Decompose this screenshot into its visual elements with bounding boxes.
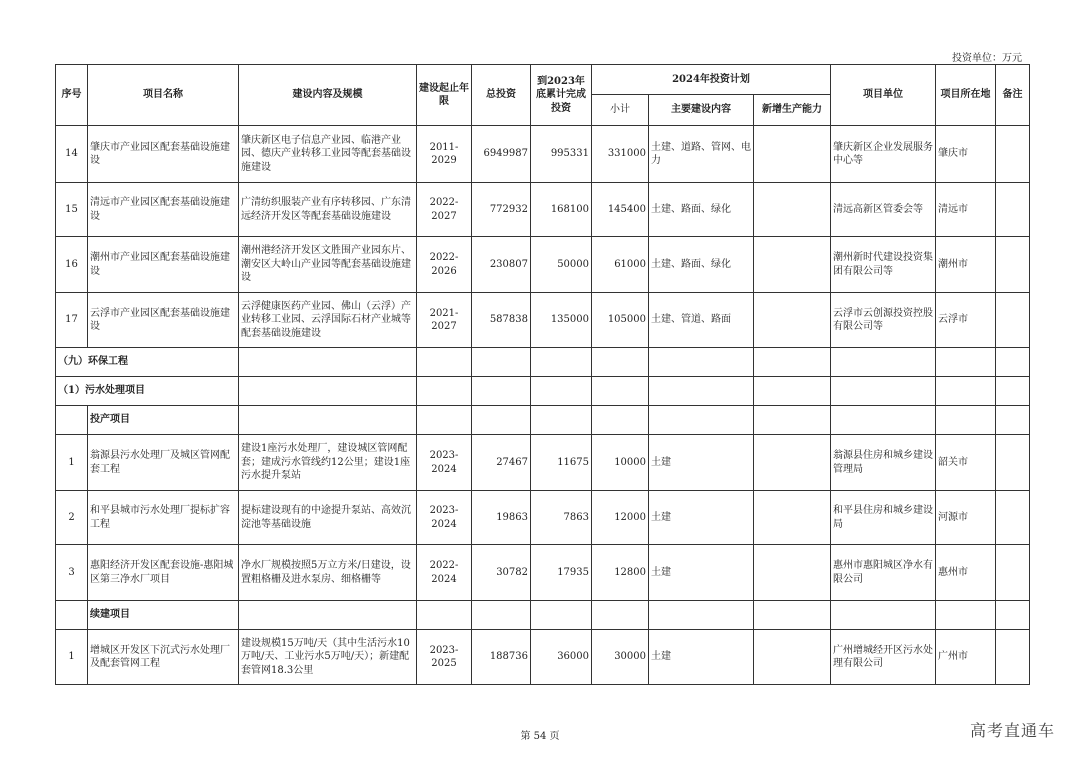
table-row bbox=[56, 293, 1030, 348]
cell-seq: 17 bbox=[56, 293, 88, 348]
cell-capacity bbox=[754, 126, 831, 183]
cell-completed: 135000 bbox=[531, 293, 592, 348]
cell-subtotal: 10000 bbox=[592, 435, 649, 491]
cell-unit: 翁源县住房和城乡建设管理局 bbox=[831, 435, 936, 491]
cell-subtotal: 61000 bbox=[592, 237, 649, 293]
cell-location: 云浮市 bbox=[936, 293, 996, 348]
cell-main: 土建 bbox=[649, 435, 754, 491]
park-rows bbox=[56, 126, 1030, 685]
cell-remark bbox=[996, 183, 1030, 237]
cell-seq: 16 bbox=[56, 237, 88, 293]
cell-total: 772932 bbox=[472, 183, 531, 237]
cell-completed: 50000 bbox=[531, 237, 592, 293]
cell-main: 土建、道路、管网、电力 bbox=[649, 126, 754, 183]
cell-content: 建设规模15万吨/天（其中生活污水10万吨/天、工业污水5万吨/天）；新建配套管网18.3公里 bbox=[239, 630, 417, 685]
page-number: 第 54 页 bbox=[520, 731, 560, 742]
cell-unit: 云浮市云创源投资控股有限公司等 bbox=[831, 293, 936, 348]
investment-plan-table bbox=[55, 64, 1030, 685]
cell-completed: 11675 bbox=[531, 435, 592, 491]
investment-unit-label: 投资单位：万元 bbox=[952, 53, 1022, 64]
table-row bbox=[56, 126, 1030, 183]
cell-capacity bbox=[754, 630, 831, 685]
table-row bbox=[56, 237, 1030, 293]
header-plan-2024: 2024年投资计划 bbox=[592, 65, 831, 95]
cell-subtotal: 105000 bbox=[592, 293, 649, 348]
header-unit: 项目单位 bbox=[831, 65, 936, 126]
cell-total: 230807 bbox=[472, 237, 531, 293]
cell-location: 惠州市 bbox=[936, 545, 996, 601]
table-header bbox=[56, 65, 1030, 126]
cell-location: 肇庆市 bbox=[936, 126, 996, 183]
cell-content: 提标建设现有的中途提升泵站、高效沉淀池等基础设施 bbox=[239, 491, 417, 545]
cell-total: 587838 bbox=[472, 293, 531, 348]
watermark-text: 高考直通车 bbox=[969, 721, 1055, 740]
header-seq: 序号 bbox=[56, 65, 88, 126]
cell-period: 2011-2029 bbox=[417, 126, 472, 183]
table-row bbox=[56, 630, 1030, 685]
cell-remark bbox=[996, 293, 1030, 348]
cell-subtotal: 30000 bbox=[592, 630, 649, 685]
cell-main: 土建 bbox=[649, 491, 754, 545]
cell-main: 土建 bbox=[649, 545, 754, 601]
header-period: 建设起止年限 bbox=[417, 65, 472, 126]
cell-remark bbox=[996, 630, 1030, 685]
cell-unit: 肇庆新区企业发展服务中心等 bbox=[831, 126, 936, 183]
section-row bbox=[56, 377, 1030, 406]
section-row bbox=[56, 601, 1030, 630]
section-env-heading: （九）环保工程 bbox=[56, 348, 239, 377]
cell-capacity bbox=[754, 545, 831, 601]
cell-content: 建设1座污水处理厂，建设城区管网配套；建成污水管线约12公里；建设1座污水提升泵站 bbox=[239, 435, 417, 491]
cell-subtotal: 331000 bbox=[592, 126, 649, 183]
cell-unit: 潮州新时代建设投资集团有限公司等 bbox=[831, 237, 936, 293]
cell-remark bbox=[996, 126, 1030, 183]
cell-total: 30782 bbox=[472, 545, 531, 601]
cell-content: 肇庆新区电子信息产业园、临港产业园、德庆产业转移工业园等配套基础设施建设 bbox=[239, 126, 417, 183]
cell-seq: 14 bbox=[56, 126, 88, 183]
cell-total: 27467 bbox=[472, 435, 531, 491]
cell-period: 2022-2026 bbox=[417, 237, 472, 293]
cell-location: 潮州市 bbox=[936, 237, 996, 293]
cell-main: 土建、路面、绿化 bbox=[649, 183, 754, 237]
cell-unit: 和平县住房和城乡建设局 bbox=[831, 491, 936, 545]
cell-content: 潮州港经济开发区文胜围产业园东片、潮安区大岭山产业园等配套基础设施建设 bbox=[239, 237, 417, 293]
cell-period: 2021-2027 bbox=[417, 293, 472, 348]
cell-name: 翁源县污水处理厂及城区管网配套工程 bbox=[88, 435, 239, 491]
header-content: 建设内容及规模 bbox=[239, 65, 417, 126]
cell-period: 2022-2024 bbox=[417, 545, 472, 601]
cell-period: 2023-2024 bbox=[417, 435, 472, 491]
header-location: 项目所在地 bbox=[936, 65, 996, 126]
header-subtotal: 小计 bbox=[592, 95, 649, 126]
cell-completed: 995331 bbox=[531, 126, 592, 183]
cell-location: 广州市 bbox=[936, 630, 996, 685]
cell-main: 土建、路面、绿化 bbox=[649, 237, 754, 293]
cell-capacity bbox=[754, 237, 831, 293]
cell-name: 增城区开发区下沉式污水处理厂及配套管网工程 bbox=[88, 630, 239, 685]
section-production-heading: 投产项目 bbox=[88, 406, 239, 435]
cell-content: 广清纺织服装产业有序转移园、广东清远经济开发区等配套基础设施建设 bbox=[239, 183, 417, 237]
cell-remark bbox=[996, 545, 1030, 601]
cell-period: 2023-2024 bbox=[417, 491, 472, 545]
cell-name: 云浮市产业园区配套基础设施建设 bbox=[88, 293, 239, 348]
cell-seq: 1 bbox=[56, 630, 88, 685]
cell-content: 净水厂规模按照5万立方米/日建设，设置粗格栅及进水泵房、细格栅等 bbox=[239, 545, 417, 601]
cell-location: 河源市 bbox=[936, 491, 996, 545]
cell-main: 土建 bbox=[649, 630, 754, 685]
cell-unit: 惠州市惠阳城区净水有限公司 bbox=[831, 545, 936, 601]
header-new-capacity: 新增生产能力 bbox=[754, 95, 831, 126]
cell-remark bbox=[996, 491, 1030, 545]
cell-total: 188736 bbox=[472, 630, 531, 685]
cell-location: 韶关市 bbox=[936, 435, 996, 491]
cell-capacity bbox=[754, 293, 831, 348]
cell-completed: 36000 bbox=[531, 630, 592, 685]
cell-seq: 2 bbox=[56, 491, 88, 545]
cell-name: 惠阳经济开发区配套设施-惠阳城区第三净水厂项目 bbox=[88, 545, 239, 601]
table-row bbox=[56, 491, 1030, 545]
cell-capacity bbox=[754, 435, 831, 491]
cell-subtotal: 12000 bbox=[592, 491, 649, 545]
cell-name: 肇庆市产业园区配套基础设施建设 bbox=[88, 126, 239, 183]
cell-seq: 3 bbox=[56, 545, 88, 601]
section-row bbox=[56, 348, 1030, 377]
cell-completed: 168100 bbox=[531, 183, 592, 237]
header-total: 总投资 bbox=[472, 65, 531, 126]
cell-remark bbox=[996, 237, 1030, 293]
cell-seq: 1 bbox=[56, 435, 88, 491]
cell-completed: 17935 bbox=[531, 545, 592, 601]
cell-seq: 15 bbox=[56, 183, 88, 237]
cell-total: 19863 bbox=[472, 491, 531, 545]
cell-subtotal: 12800 bbox=[592, 545, 649, 601]
cell-name: 清远市产业园区配套基础设施建设 bbox=[88, 183, 239, 237]
header-main-content: 主要建设内容 bbox=[649, 95, 754, 126]
cell-total: 6949987 bbox=[472, 126, 531, 183]
header-remark: 备注 bbox=[996, 65, 1030, 126]
cell-capacity bbox=[754, 183, 831, 237]
cell-name: 和平县城市污水处理厂提标扩容工程 bbox=[88, 491, 239, 545]
cell-period: 2023-2025 bbox=[417, 630, 472, 685]
section-sewage-heading: （1）污水处理项目 bbox=[56, 377, 239, 406]
cell-subtotal: 145400 bbox=[592, 183, 649, 237]
header-completed: 到2023年底累计完成投资 bbox=[531, 65, 592, 126]
cell-name: 潮州市产业园区配套基础设施建设 bbox=[88, 237, 239, 293]
cell-unit: 广州增城经开区污水处理有限公司 bbox=[831, 630, 936, 685]
cell-period: 2022-2027 bbox=[417, 183, 472, 237]
table-row bbox=[56, 183, 1030, 237]
cell-capacity bbox=[754, 491, 831, 545]
cell-completed: 7863 bbox=[531, 491, 592, 545]
section-row bbox=[56, 406, 1030, 435]
cell-main: 土建、管道、路面 bbox=[649, 293, 754, 348]
cell-content: 云浮健康医药产业园、佛山（云浮）产业转移工业园、云浮国际石材产业城等配套基础设施建设 bbox=[239, 293, 417, 348]
table-row bbox=[56, 545, 1030, 601]
cell-remark bbox=[996, 435, 1030, 491]
section-continuing-heading: 续建项目 bbox=[88, 601, 239, 630]
cell-location: 清远市 bbox=[936, 183, 996, 237]
cell-unit: 清远高新区管委会等 bbox=[831, 183, 936, 237]
header-project-name: 项目名称 bbox=[88, 65, 239, 126]
table-row bbox=[56, 435, 1030, 491]
